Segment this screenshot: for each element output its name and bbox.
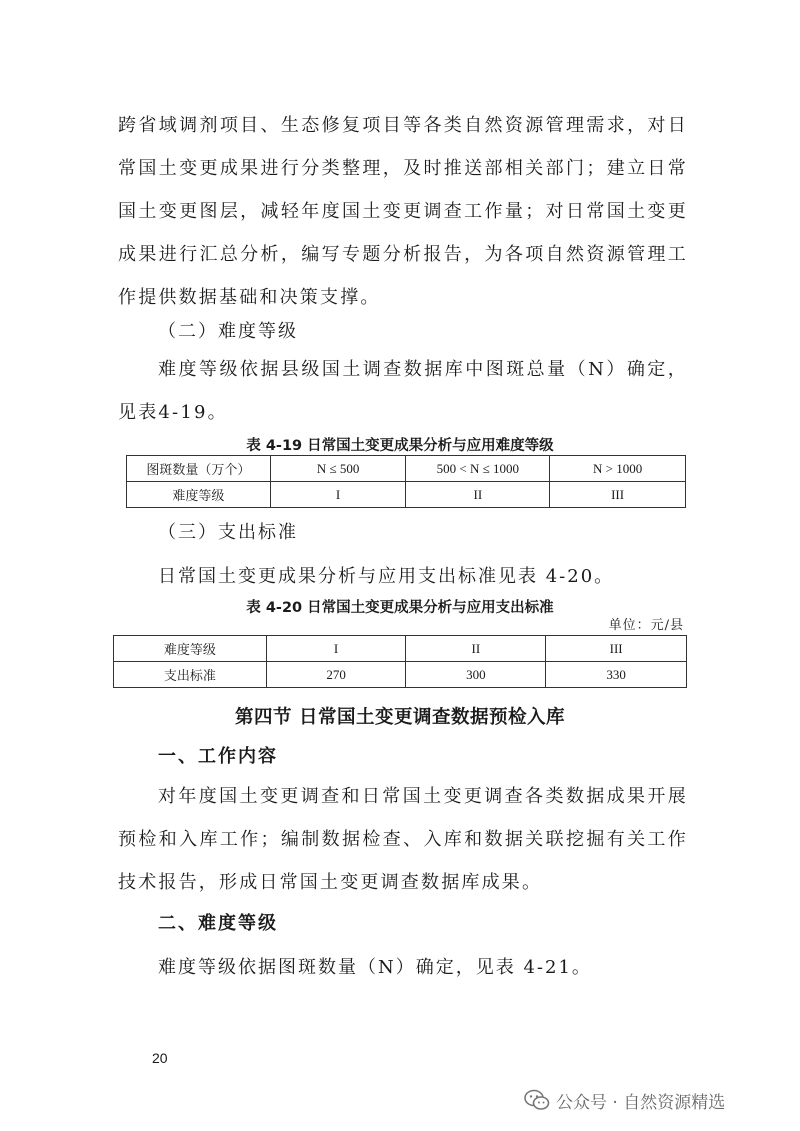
table-row bbox=[114, 636, 687, 662]
table-cell: N > 1000 bbox=[550, 456, 686, 482]
table-cell: II bbox=[406, 636, 546, 662]
table-row bbox=[127, 482, 686, 508]
table-4-20 bbox=[113, 635, 687, 688]
table-4-20-caption: 表 4-20 日常国土变更成果分析与应用支出标准 bbox=[246, 600, 554, 616]
table-cell: 270 bbox=[266, 662, 406, 688]
table-4-20-unit: 单位：元/县 bbox=[608, 618, 684, 633]
table-cell: 难度等级 bbox=[127, 482, 271, 508]
table-cell: I bbox=[270, 482, 406, 508]
table-row bbox=[114, 662, 687, 688]
table-cell: II bbox=[406, 482, 550, 508]
heading-difficulty-level-2: 二、难度等级 bbox=[158, 913, 278, 934]
paragraph-continuation: 跨省域调剂项目、生态修复项目等各类自然资源管理需求，对日常国土变更成果进行分类整理，及时推送部相关部门；建立日常国土变更图层，减轻年度国土变更调查工作量；对日常国土变更成果进行汇总分析，编写专题分析报告，为各项自然资源管理工作提供数据基础和决策支撑。 bbox=[118, 115, 688, 308]
table-4-19 bbox=[126, 455, 686, 508]
page-number: 20 bbox=[152, 1050, 168, 1066]
paragraph-difficulty-basis: 难度等级依据县级国土调查数据库中图斑总量（N）确定，见表4-19。 bbox=[118, 359, 688, 423]
table-cell: I bbox=[266, 636, 406, 662]
heading-expense-standard: （三）支出标准 bbox=[158, 522, 298, 543]
table-cell: III bbox=[550, 482, 686, 508]
table-4-19-caption: 表 4-19 日常国土变更成果分析与应用难度等级 bbox=[246, 438, 554, 454]
table-row bbox=[127, 456, 686, 482]
wechat-icon bbox=[524, 1089, 550, 1111]
watermark bbox=[524, 1086, 725, 1114]
table-cell: 330 bbox=[546, 662, 687, 688]
table-cell: 图斑数量（万个） bbox=[127, 456, 271, 482]
paragraph-difficulty-basis-2: 难度等级依据图斑数量（N）确定，见表 4-21。 bbox=[158, 957, 592, 978]
paragraph-work-content: 对年度国土变更调查和日常国土变更调查各类数据成果开展预检和入库工作；编制数据检查、入库和数据关联挖掘有关工作技术报告，形成日常国土变更调查数据库成果。 bbox=[118, 786, 688, 893]
table-cell: 支出标准 bbox=[114, 662, 267, 688]
table-cell: N ≤ 500 bbox=[270, 456, 406, 482]
heading-work-content: 一、工作内容 bbox=[158, 746, 278, 767]
table-cell: 300 bbox=[406, 662, 546, 688]
table-cell: 难度等级 bbox=[114, 636, 267, 662]
watermark-text: 公众号 · 自然资源精选 bbox=[556, 1092, 726, 1113]
section-4-title: 第四节 日常国土变更调查数据预检入库 bbox=[235, 707, 565, 728]
heading-difficulty-level: （二）难度等级 bbox=[158, 321, 298, 342]
table-cell: 500 < N ≤ 1000 bbox=[406, 456, 550, 482]
paragraph-expense-reference: 日常国土变更成果分析与应用支出标准见表 4-20。 bbox=[158, 566, 615, 587]
table-cell: III bbox=[546, 636, 687, 662]
